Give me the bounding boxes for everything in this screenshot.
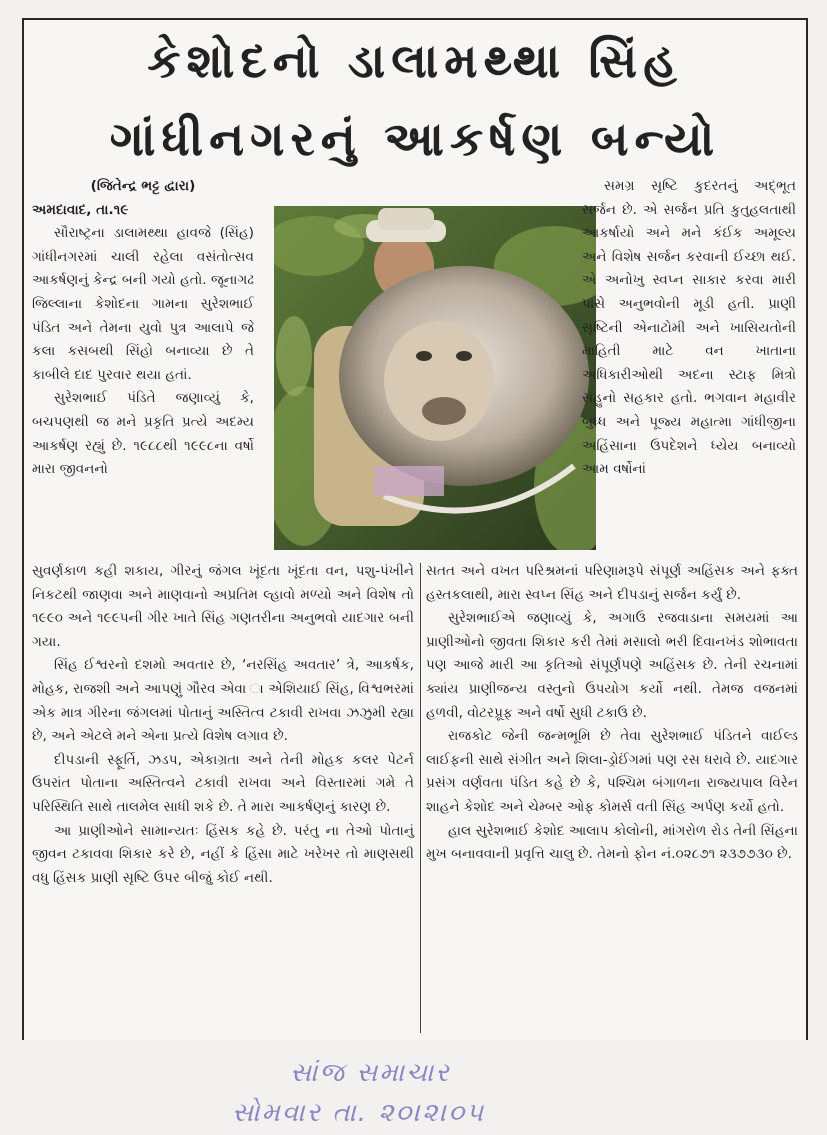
column-divider bbox=[420, 563, 421, 1033]
column-lower-right bbox=[426, 560, 798, 867]
headline-line-2: ગાંધીનગરનું આકર્ષણ બન્યો bbox=[109, 112, 721, 167]
paragraph: સિંહ ઈશ્વરનો દશમો અવતાર છે, ‘નરસિંહ અવતાર’ ત્રે, આકર્ષક, મોહક, રાજશી અને આપણું ગૌરવ એવા ા એશિયાઈ સિંહ, વિશ્વભરમાં એક માત્ર ગીરના જંગલમાં પોતાનું અસ્તિત્વ ટકાવી રાખવા ઝઝુમી રહ્યા છે, અને એટલે મને એના પ્રત્યે વિશેષ લગાવ છે. bbox=[32, 657, 414, 745]
headline-line-1: કેશોદનો ડાલામથ્થા સિંહ bbox=[147, 34, 683, 89]
paragraph: સમગ્ર સૃષ્ટિ કુદરતનું અદ્ભૂત સર્જન છે. એ સર્જન પ્રતિ કુતુહલતાથી આકર્ષાયો અને મને કંઈક અમૂલ્ય અને વિશેષ સર્જન કરવાની ઈચ્છા થઈ. એ અનોખુ સ્વપ્ન સાકાર કરવા મારી પાસે અનુભવોની મૂડી હતી. પ્રાણી સૃષ્ટિની એનાટોમી અને ખાસિયતોની માહિતી માટે વન ખાતાના અધિકારીઓથી અદના સ્ટાફ મિત્રો સહુનો સહકાર હતો. ભગવાન મહાવીર બુધ્ધ અને પૂજ્ય મહાત્મા ગાંધીજીના અહિંસાના ઉપદેશને ધ્યેય બનાવ્યો આમ વર્ષોનાં bbox=[582, 178, 796, 478]
paragraph: રાજકોટ જેની જન્મભૂમિ છે તેવા સુરેશભાઈ પંડિતને વાઈલ્ડ લાઈફની સાથે સંગીત અને શિલા-ડ્રોઈંગમાં પણ રસ ધરાવે છે. યાદગાર પ્રસંગ વર્ણવતા પંડિત કહે છે કે, પશ્ચિમ બંગાળના રાજ્યપાલ વિરેન શાહને કેશોદ અને ચેમ્બર ઓફ કોમર્સ વતી સિંહ અર્પણ કર્યો હતો. bbox=[426, 728, 798, 815]
paragraph: દીપડાની સ્ફૂર્તિ, ઝડપ, એકાગ્રતા અને તેની મોહક કલર પેટર્ન ઉપરાંત પોતાના અસ્તિત્વને ટકાવી રાખવા અને વિસ્તારમાં ગમે તે પરિસ્થિતિ સાથે તાલમેલ સાધી શકે છે. તે મારા આકર્ષણનું કારણ છે. bbox=[32, 751, 414, 815]
paragraph: હાલ સુરેશભાઈ કેશોદ આલાપ કોલોની, માંગરોળ રોડ તેની સિંહના મુખ બનાવવાની પ્રવૃત્તિ ચાલુ છે. તેમનો ફોન નં.૦૨૮૭૧ ૨૩૭૭૩૦ છે. bbox=[426, 822, 798, 863]
dateline: અમદાવાદ, તા.૧૯ bbox=[32, 201, 129, 218]
paragraph: સુરેશભાઈએ જણાવ્યું કે, અગાઉ રજવાડાના સમયમાં આ પ્રાણીઓનો જીવતા શિકાર કરી તેમાં મસાલો ભરી દિવાનખંડ શોભાવતા પણ આજે મારી આ કૃતિઓ સંપૂર્ણપણે અહિંસક છે. તેની રચનામાં ક્યાંય પ્રાણીજન્ય વસ્તુનો ઉપયોગ કર્યો નથી. તેમજ વજનમાં હળવી, વોટરપ્રૂફ અને વર્ષો સુધી ટકાઉ છે. bbox=[426, 610, 798, 721]
column-left bbox=[32, 175, 254, 482]
newspaper-clipping bbox=[22, 18, 808, 1040]
clip-border-right bbox=[806, 18, 808, 1040]
column-right-top bbox=[582, 175, 796, 482]
paragraph: સતત અને વખત પરિશ્રમનાં પરિણામરૂપે સંપૂર્ણ અહિંસક અને ફક્ત હસ્તકલાથી, મારા સ્વપ્ન સિંહ અને દીપડાનું સર્જન કર્યું છે. bbox=[426, 563, 798, 603]
paragraph: સુવર્ણકાળ કહી શકાય, ગીરનું જંગલ ખૂંદતા ખૂંદતા વન, પશુ-પંખીને નિકટથી જાણવા અને માણવાનો અપ્રતિમ લ્હાવો મળ્યો અને વિશેષ તો ૧૯૯૦ અને ૧૯૯૫ની ગીર ખાતે સિંહ ગણતરીના અનુભવો યાદગાર બની ગયા. bbox=[32, 563, 414, 650]
lion-sculpture-photo bbox=[274, 206, 596, 550]
clip-border-left bbox=[22, 18, 24, 1040]
photo-image bbox=[274, 206, 596, 550]
paragraph: સુરેશભાઈ પંડિતે જણાવ્યું કે, બચપણથી જ મને પ્રકૃતિ પ્રત્યે અદમ્ય આકર્ષણ રહ્યું છે. ૧૯૮૮થી ૧૯૯૮ના વર્ષો મારા જીવનનો bbox=[32, 390, 254, 478]
handwritten-date: સોમવાર તા. ૨૦।૨।૦૫ bbox=[232, 1098, 486, 1128]
paragraph: સૌરાષ્ટ્રના ડાલામથ્થા હાવજે (સિંહ) ગાંધીનગરમાં ચાલી રહેલા વસંતોત્સવ આકર્ષણનું કેન્દ્ર બની ગયો હતો. જૂનાગઢ જિલ્લાના કેશોદના ગામના સુરેશભાઈ પંડિત અને તેમના યુવો પુત્ર આલાપે જે કલા કસબથી સિંહો બનાવ્યા છે તે કાબીલે દાદ પુરવાર થયા હતાં. bbox=[32, 225, 254, 383]
column-lower-left bbox=[32, 560, 414, 890]
handwritten-source: સાંજ સમાચાર bbox=[290, 1058, 451, 1088]
paragraph: આ પ્રાણીઓને સામાન્યતઃ હિંસક કહે છે. પરંતુ ના તેઓ પોતાનું જીવન ટકાવવા શિકાર કરે છે, નહીં કે હિંસા માટે ખરેખર તો માણસથી વધુ હિંસક પ્રાણી સૃષ્ટિ ઉપર બીજું કોઈ નથી. bbox=[32, 822, 414, 886]
clip-border-top bbox=[22, 18, 808, 20]
byline: (જિતેન્દ્ર ભટ્ટ દ્વારા) bbox=[90, 178, 196, 194]
